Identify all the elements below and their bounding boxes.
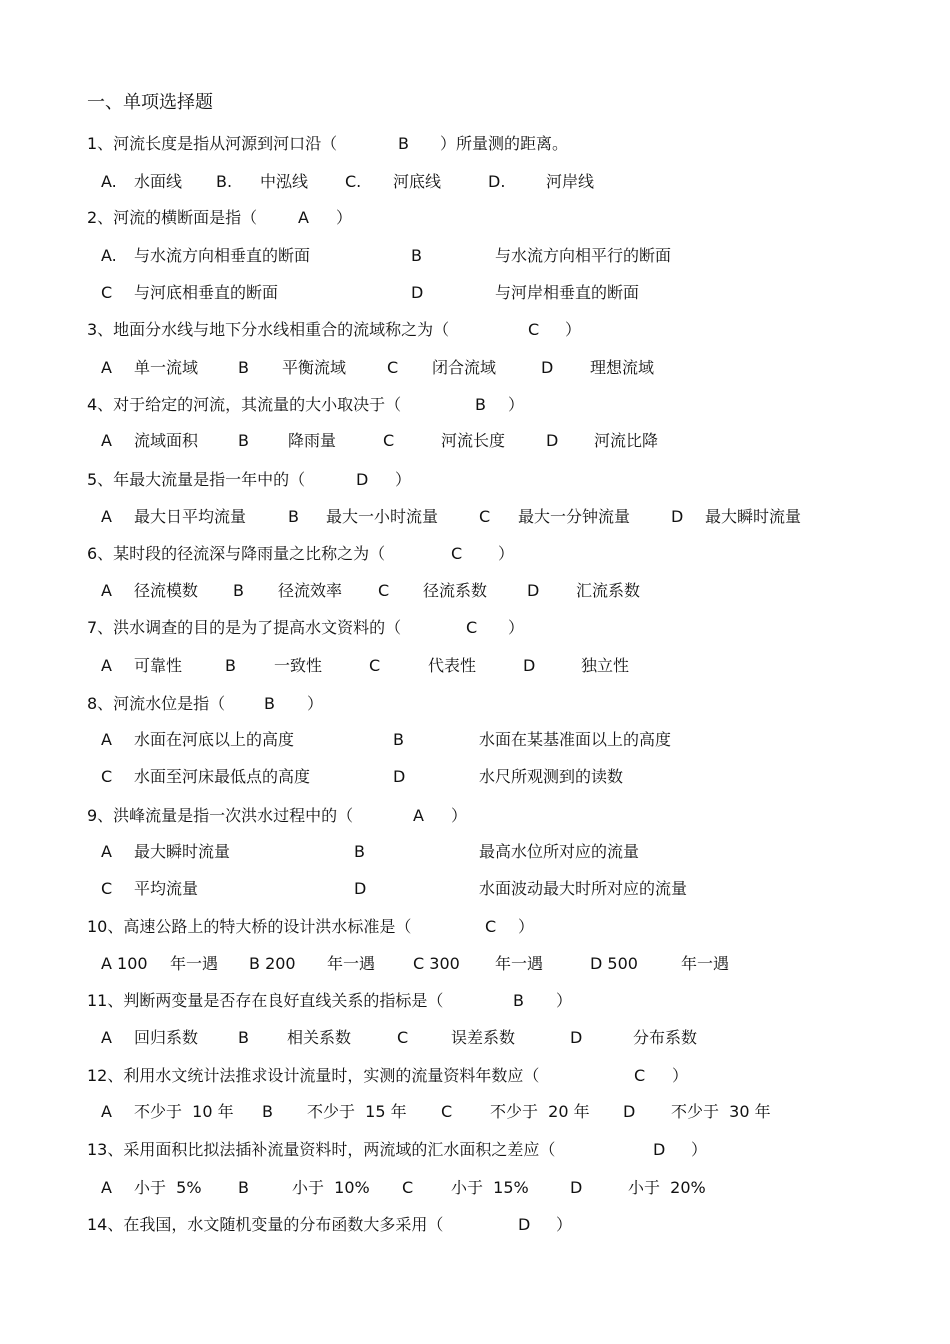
option-letter: A. [101, 172, 117, 191]
option-letter: C [479, 507, 491, 526]
question-stem: 1、河流长度是指从河源到河口沿（ [87, 134, 338, 153]
question-stem: 9、洪峰流量是指一次洪水过程中的（ [87, 806, 354, 825]
option-letter: C [369, 656, 381, 675]
question-stem: 7、洪水调查的目的是为了提高水文资料的（ [87, 618, 402, 637]
option-letter: D [527, 581, 540, 600]
option-letter: D [393, 767, 406, 786]
question-stem-end: ） [395, 470, 412, 489]
answer-letter: C [528, 320, 540, 339]
answer-letter: C [485, 917, 497, 936]
option-text: 不少于 15 年 [307, 1102, 407, 1121]
option-text: 最大瞬时流量 [134, 842, 231, 861]
answer-letter: A [298, 208, 309, 227]
option-letter: A [101, 842, 112, 861]
question-stem-end: ） [508, 395, 525, 414]
option-letter: C [383, 431, 395, 450]
option-letter: D [523, 656, 536, 675]
option-letter: A [101, 581, 112, 600]
option-text: 不少于 30 年 [671, 1102, 771, 1121]
option-text: 理想流域 [590, 358, 655, 377]
option-letter: B 200 [249, 954, 296, 973]
option-text: 最高水位所对应的流量 [479, 842, 640, 861]
option-letter: B [225, 656, 236, 675]
answer-letter: A [413, 806, 424, 825]
option-letter: C [441, 1102, 453, 1121]
option-letter: B [233, 581, 244, 600]
option-letter: B [238, 431, 249, 450]
option-text: 一致性 [274, 656, 323, 675]
option-text: 年一遇 [170, 954, 219, 973]
question-stem: 14、在我国，水文随机变量的分布函数大多采用（ [87, 1215, 444, 1234]
option-letter: C [378, 581, 390, 600]
option-text: 径流效率 [278, 581, 343, 600]
option-text: 流域面积 [134, 431, 199, 450]
option-text: 水尺所观测到的读数 [479, 767, 624, 786]
option-text: 年一遇 [495, 954, 544, 973]
option-text: 年一遇 [327, 954, 376, 973]
option-text: 分布系数 [633, 1028, 698, 1047]
question-stem: 5、年最大流量是指一年中的（ [87, 470, 306, 489]
option-text: 可靠性 [134, 656, 183, 675]
option-text: 最大一分钟流量 [518, 507, 631, 526]
option-text: 径流系数 [423, 581, 488, 600]
option-letter: A [101, 431, 112, 450]
option-text: 年一遇 [681, 954, 730, 973]
option-text: 最大一小时流量 [326, 507, 439, 526]
option-letter: A. [101, 246, 117, 265]
question-stem: 6、某时段的径流深与降雨量之比称之为（ [87, 544, 386, 563]
question-stem-end: ） [336, 208, 353, 227]
option-letter: C [402, 1178, 414, 1197]
answer-letter: B [475, 395, 486, 414]
question-stem-end: ） [691, 1140, 708, 1159]
option-text: 小于 10% [292, 1178, 370, 1197]
option-letter: C. [345, 172, 362, 191]
option-letter: B [238, 1028, 249, 1047]
question-stem: 11、判断两变量是否存在良好直线关系的指标是（ [87, 991, 444, 1010]
option-letter: A 100 [101, 954, 148, 973]
option-letter: D [546, 431, 559, 450]
option-letter: B [393, 730, 404, 749]
question-stem-end: ） [672, 1066, 689, 1085]
option-letter: D [354, 879, 367, 898]
option-text: 水面至河床最低点的高度 [134, 767, 311, 786]
section-title: 一、单项选择题 [87, 92, 213, 113]
option-letter: C [101, 879, 113, 898]
option-letter: D [671, 507, 684, 526]
answer-letter: C [451, 544, 463, 563]
option-text: 与河岸相垂直的断面 [495, 283, 640, 302]
option-letter: B [288, 507, 299, 526]
option-text: 与水流方向相平行的断面 [495, 246, 672, 265]
option-letter: B [238, 358, 249, 377]
question-stem: 3、地面分水线与地下分水线相重合的流域称之为（ [87, 320, 450, 339]
option-text: 回归系数 [134, 1028, 199, 1047]
option-text: 水面在河底以上的高度 [134, 730, 295, 749]
answer-letter: D [653, 1140, 666, 1159]
answer-letter: C [634, 1066, 646, 1085]
option-letter: A [101, 1028, 112, 1047]
option-letter: A [101, 507, 112, 526]
option-text: 河流比降 [594, 431, 659, 450]
option-letter: D 500 [590, 954, 638, 973]
option-text: 不少于 10 年 [134, 1102, 234, 1121]
question-stem: 4、对于给定的河流，其流量的大小取决于（ [87, 395, 402, 414]
answer-letter: B [513, 991, 524, 1010]
option-text: 汇流系数 [576, 581, 641, 600]
option-text: 小于 20% [628, 1178, 706, 1197]
question-stem-end: ）所量测的距离。 [440, 134, 569, 153]
option-text: 河底线 [393, 172, 442, 191]
option-text: 相关系数 [287, 1028, 352, 1047]
question-stem-end: ） [498, 544, 515, 563]
option-letter: C [101, 767, 113, 786]
option-text: 河流长度 [441, 431, 506, 450]
option-text: 平均流量 [134, 879, 199, 898]
option-letter: D [411, 283, 424, 302]
option-text: 径流模数 [134, 581, 199, 600]
option-text: 独立性 [581, 656, 630, 675]
option-text: 最大日平均流量 [134, 507, 247, 526]
question-stem-end: ） [518, 917, 535, 936]
question-stem: 10、高速公路上的特大桥的设计洪水标准是（ [87, 917, 412, 936]
question-stem-end: ） [556, 1215, 573, 1234]
question-stem-end: ） [556, 991, 573, 1010]
answer-letter: C [466, 618, 478, 637]
question-stem-end: ） [565, 320, 582, 339]
option-text: 代表性 [428, 656, 477, 675]
option-letter: D. [488, 172, 506, 191]
option-letter: B [354, 842, 365, 861]
option-text: 小于 5% [134, 1178, 202, 1197]
option-text: 不少于 20 年 [490, 1102, 590, 1121]
question-stem: 2、河流的横断面是指（ [87, 208, 258, 227]
option-text: 水面波动最大时所对应的流量 [479, 879, 688, 898]
option-letter: B. [216, 172, 233, 191]
option-text: 河岸线 [546, 172, 595, 191]
option-letter: A [101, 730, 112, 749]
question-stem-end: ） [451, 806, 468, 825]
question-stem: 8、河流水位是指（ [87, 694, 226, 713]
option-text: 与水流方向相垂直的断面 [134, 246, 311, 265]
option-letter: D [570, 1178, 583, 1197]
option-letter: D [623, 1102, 636, 1121]
option-letter: A [101, 656, 112, 675]
option-letter: D [570, 1028, 583, 1047]
question-stem: 12、利用水文统计法推求设计流量时，实测的流量资料年数应（ [87, 1066, 540, 1085]
question-stem-end: ） [307, 694, 324, 713]
option-letter: A [101, 1102, 112, 1121]
option-text: 最大瞬时流量 [705, 507, 802, 526]
option-letter: D [541, 358, 554, 377]
option-letter: A [101, 358, 112, 377]
option-text: 水面在某基准面以上的高度 [479, 730, 672, 749]
answer-letter: B [264, 694, 275, 713]
option-letter: B [238, 1178, 249, 1197]
option-text: 中泓线 [260, 172, 309, 191]
option-letter: B [262, 1102, 273, 1121]
answer-letter: B [398, 134, 409, 153]
option-letter: C [397, 1028, 409, 1047]
option-text: 误差系数 [451, 1028, 516, 1047]
answer-letter: D [356, 470, 369, 489]
option-text: 平衡流域 [282, 358, 347, 377]
question-stem-end: ） [508, 618, 525, 637]
option-letter: C [101, 283, 113, 302]
answer-letter: D [518, 1215, 531, 1234]
option-text: 小于 15% [451, 1178, 529, 1197]
option-text: 闭合流域 [432, 358, 497, 377]
question-stem: 13、采用面积比拟法插补流量资料时，两流域的汇水面积之差应（ [87, 1140, 556, 1159]
option-letter: A [101, 1178, 112, 1197]
option-text: 与河底相垂直的断面 [134, 283, 279, 302]
option-letter: B [411, 246, 422, 265]
option-text: 单一流域 [134, 358, 199, 377]
option-letter: C [387, 358, 399, 377]
option-text: 降雨量 [288, 431, 337, 450]
option-text: 水面线 [134, 172, 183, 191]
option-letter: C 300 [413, 954, 460, 973]
